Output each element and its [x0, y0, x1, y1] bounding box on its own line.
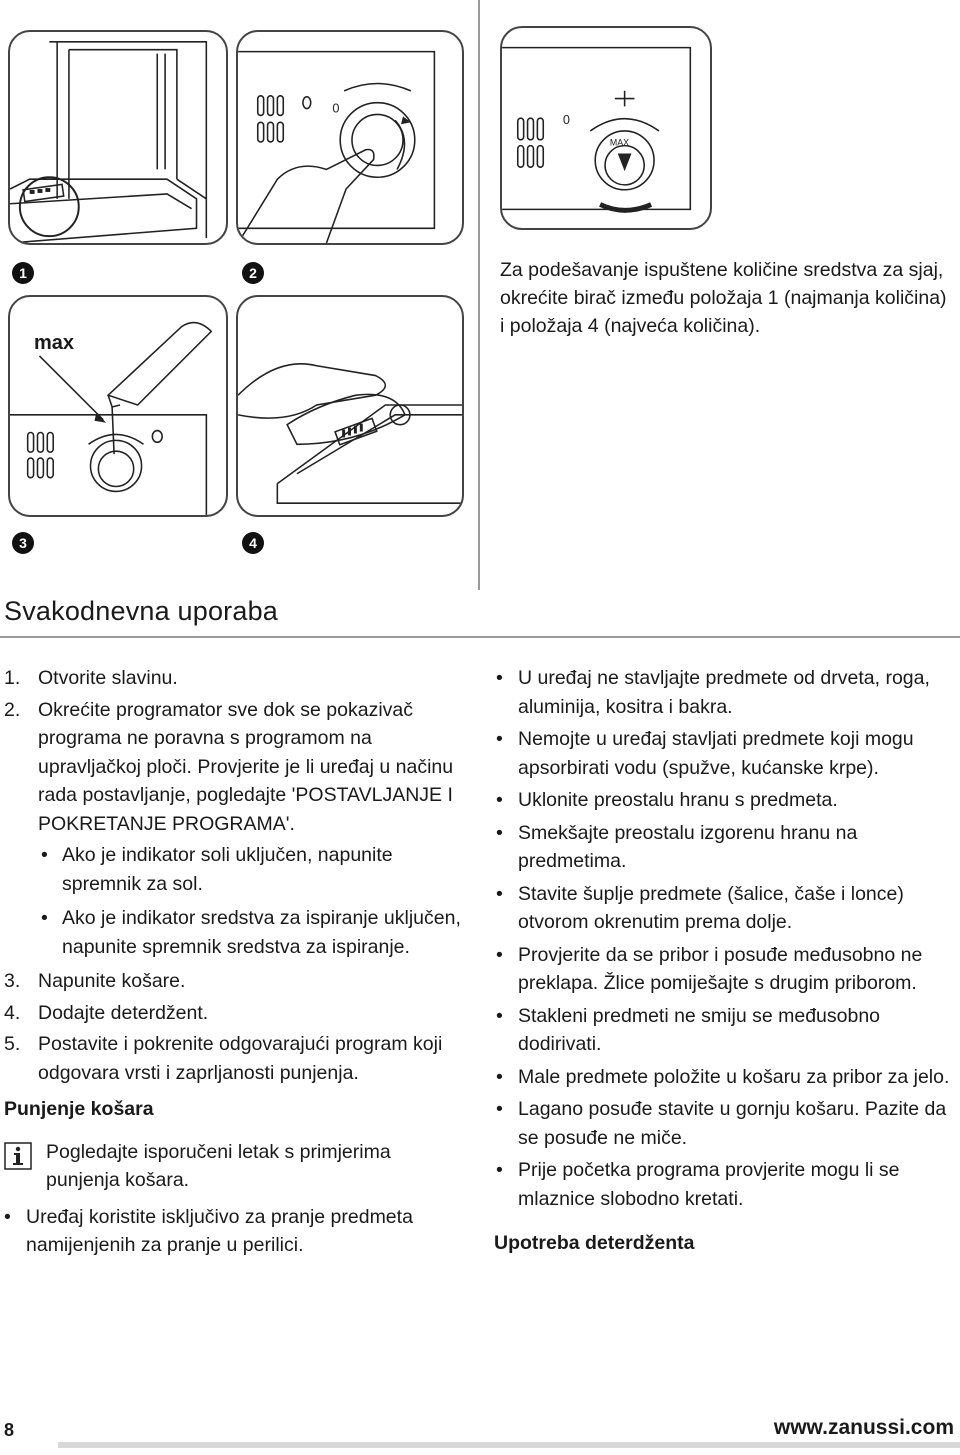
bullet-dot: •: [496, 882, 503, 905]
bullet-dot: •: [496, 667, 503, 689]
left-column: [4, 664, 464, 1260]
bullet-dot: •: [496, 943, 503, 966]
step-text: Postavite i pokrenite odgovarajući program koji odgovara vrsti i zaprljanosti punjenja.: [38, 1033, 443, 1084]
bullet-text: Uređaj koristite isključivo za pranje predmeta namijenjenih za pranje u perilici.: [26, 1205, 413, 1256]
step-text: Otvorite slavinu.: [38, 667, 178, 689]
step-item: [4, 1030, 464, 1087]
bullet-item: [494, 941, 954, 998]
step-item: [4, 664, 464, 693]
bullet-dot: •: [496, 789, 503, 811]
sub-bullet-text: Ako je indikator soli uključen, napunite spremnik za sol.: [62, 844, 393, 895]
footer-bar: [58, 1442, 960, 1448]
bullet-item: [494, 725, 954, 782]
bullet-item: [494, 1002, 954, 1059]
max-label: max: [34, 332, 75, 354]
bullet-text: Nemojte u uređaj stavljati predmete koji mogu apsorbirati vodu (spužve, kućanske krpe).: [518, 728, 914, 779]
subheading-loading: Punjenje košara: [4, 1098, 154, 1120]
bullet-dot: •: [41, 844, 48, 866]
bullet-dot: •: [496, 1065, 503, 1088]
step-text: Dodajte deterdžent.: [38, 1001, 209, 1024]
bullet-item: [494, 1095, 954, 1152]
bullet-text: Male predmete položite u košaru za pribor za jelo.: [518, 1065, 950, 1088]
figure-number-1: 1: [12, 262, 34, 284]
figure-number-4: 4: [242, 532, 264, 554]
sub-bullet-item: [38, 841, 464, 898]
horizontal-divider: [0, 636, 960, 638]
subheading-detergent: Upotreba deterdženta: [494, 1232, 695, 1254]
wipe-spill-drawing: [238, 297, 462, 515]
dial-turn-drawing: [238, 32, 462, 243]
sub-bullet-item: [38, 904, 464, 961]
bullet-text: Smekšajte preostalu izgorenu hranu na predmetima.: [518, 821, 858, 872]
step-number: 3.: [4, 970, 21, 992]
right-column: [494, 664, 954, 1258]
dial-adjust-instructions: Za podešavanje ispuštene količine sredstva za sjaj, okrećite birač između položaja 1 (najmanja količina) i položaja 4 (najveća količina).: [500, 259, 947, 337]
figure-max-dial: [500, 26, 712, 230]
page-number: 8: [4, 1420, 15, 1440]
bullet-item: [494, 664, 954, 721]
bullet-text: Prije početka programa provjerite mogu li se mlaznice slobodno kretati.: [518, 1159, 900, 1210]
vertical-divider: [478, 0, 480, 590]
figure-pour-rinse-aid: [8, 295, 228, 517]
bullet-dot: •: [4, 1205, 11, 1228]
bullet-dot: •: [496, 1004, 503, 1027]
figure-number-2: 2: [242, 262, 264, 284]
bullet-text: U uređaj ne stavljajte predmete od drveta, roga, aluminija, kositra i bakra.: [518, 667, 930, 718]
bullet-text: Lagano posuđe stavite u gornju košaru. Pazite da se posuđe ne miče.: [518, 1098, 947, 1149]
pour-rinse-aid-drawing: [10, 297, 226, 515]
bullet-text: Stakleni predmeti ne smiju se međusobno dodirivati.: [518, 1004, 881, 1055]
step-item: [4, 999, 464, 1028]
website-link[interactable]: www.zanussi.com: [773, 1416, 954, 1439]
bullet-dot: •: [496, 1159, 503, 1181]
step-text: Okrećite programator sve dok se pokazivač programa ne poravna s programom na upravljačkoj ploči. Provjerite je li uređaj u načinu rada postavljanje, pogledajte 'POSTAVLJANJE I POKRETANJE PROGRAMA'.: [38, 698, 454, 835]
bullet-item: [494, 1063, 954, 1092]
figure-dial-turn: [236, 30, 464, 245]
step-number: 2.: [4, 698, 21, 721]
bullet-text: Provjerite da se pribor i posuđe međusobno ne preklapa. Žlice pomiješajte s drugim priborom.: [518, 943, 923, 994]
dial-zero-mark: 0: [332, 100, 340, 116]
figure-wipe-spill: [236, 295, 464, 517]
sub-bullet-text: Ako je indikator sredstva za ispiranje uključen, napunite spremnik sredstva za ispiranje.: [62, 907, 461, 958]
bullet-dot: •: [496, 728, 503, 750]
dishwasher-door-drawing: [10, 32, 226, 243]
bullet-item: [494, 880, 954, 937]
bullet-dot: •: [41, 907, 48, 929]
max-dial-drawing: [502, 28, 710, 228]
max-mark: MAX: [609, 137, 630, 148]
zero-mark: 0: [562, 112, 570, 128]
bullet-item: [494, 786, 954, 815]
section-title: Svakodnevna uporaba: [4, 596, 279, 626]
bullet-dot: •: [496, 1098, 503, 1120]
step-item: [4, 967, 464, 996]
bullet-item: [494, 1156, 954, 1213]
bullet-text: Stavite šuplje predmete (šalice, čaše i lonce) otvorom okrenutim prema dolje.: [518, 882, 904, 933]
step-number: 1.: [4, 667, 21, 689]
figure-number-3: 3: [12, 532, 34, 554]
bullet-text: Uklonite preostalu hranu s predmeta.: [518, 789, 838, 811]
bullet-item: [4, 1203, 464, 1260]
step-text: Napunite košare.: [38, 970, 186, 992]
info-text: Pogledajte isporučeni letak s primjerima punjenja košara.: [46, 1140, 391, 1191]
step-number: 4.: [4, 1001, 21, 1024]
step-number: 5.: [4, 1033, 21, 1055]
info-icon: [4, 1142, 32, 1170]
step-item: [4, 696, 464, 839]
figure-dishwasher-door: [8, 30, 228, 245]
bullet-dot: •: [496, 821, 503, 844]
info-note: [4, 1138, 464, 1195]
bullet-item: [494, 819, 954, 876]
